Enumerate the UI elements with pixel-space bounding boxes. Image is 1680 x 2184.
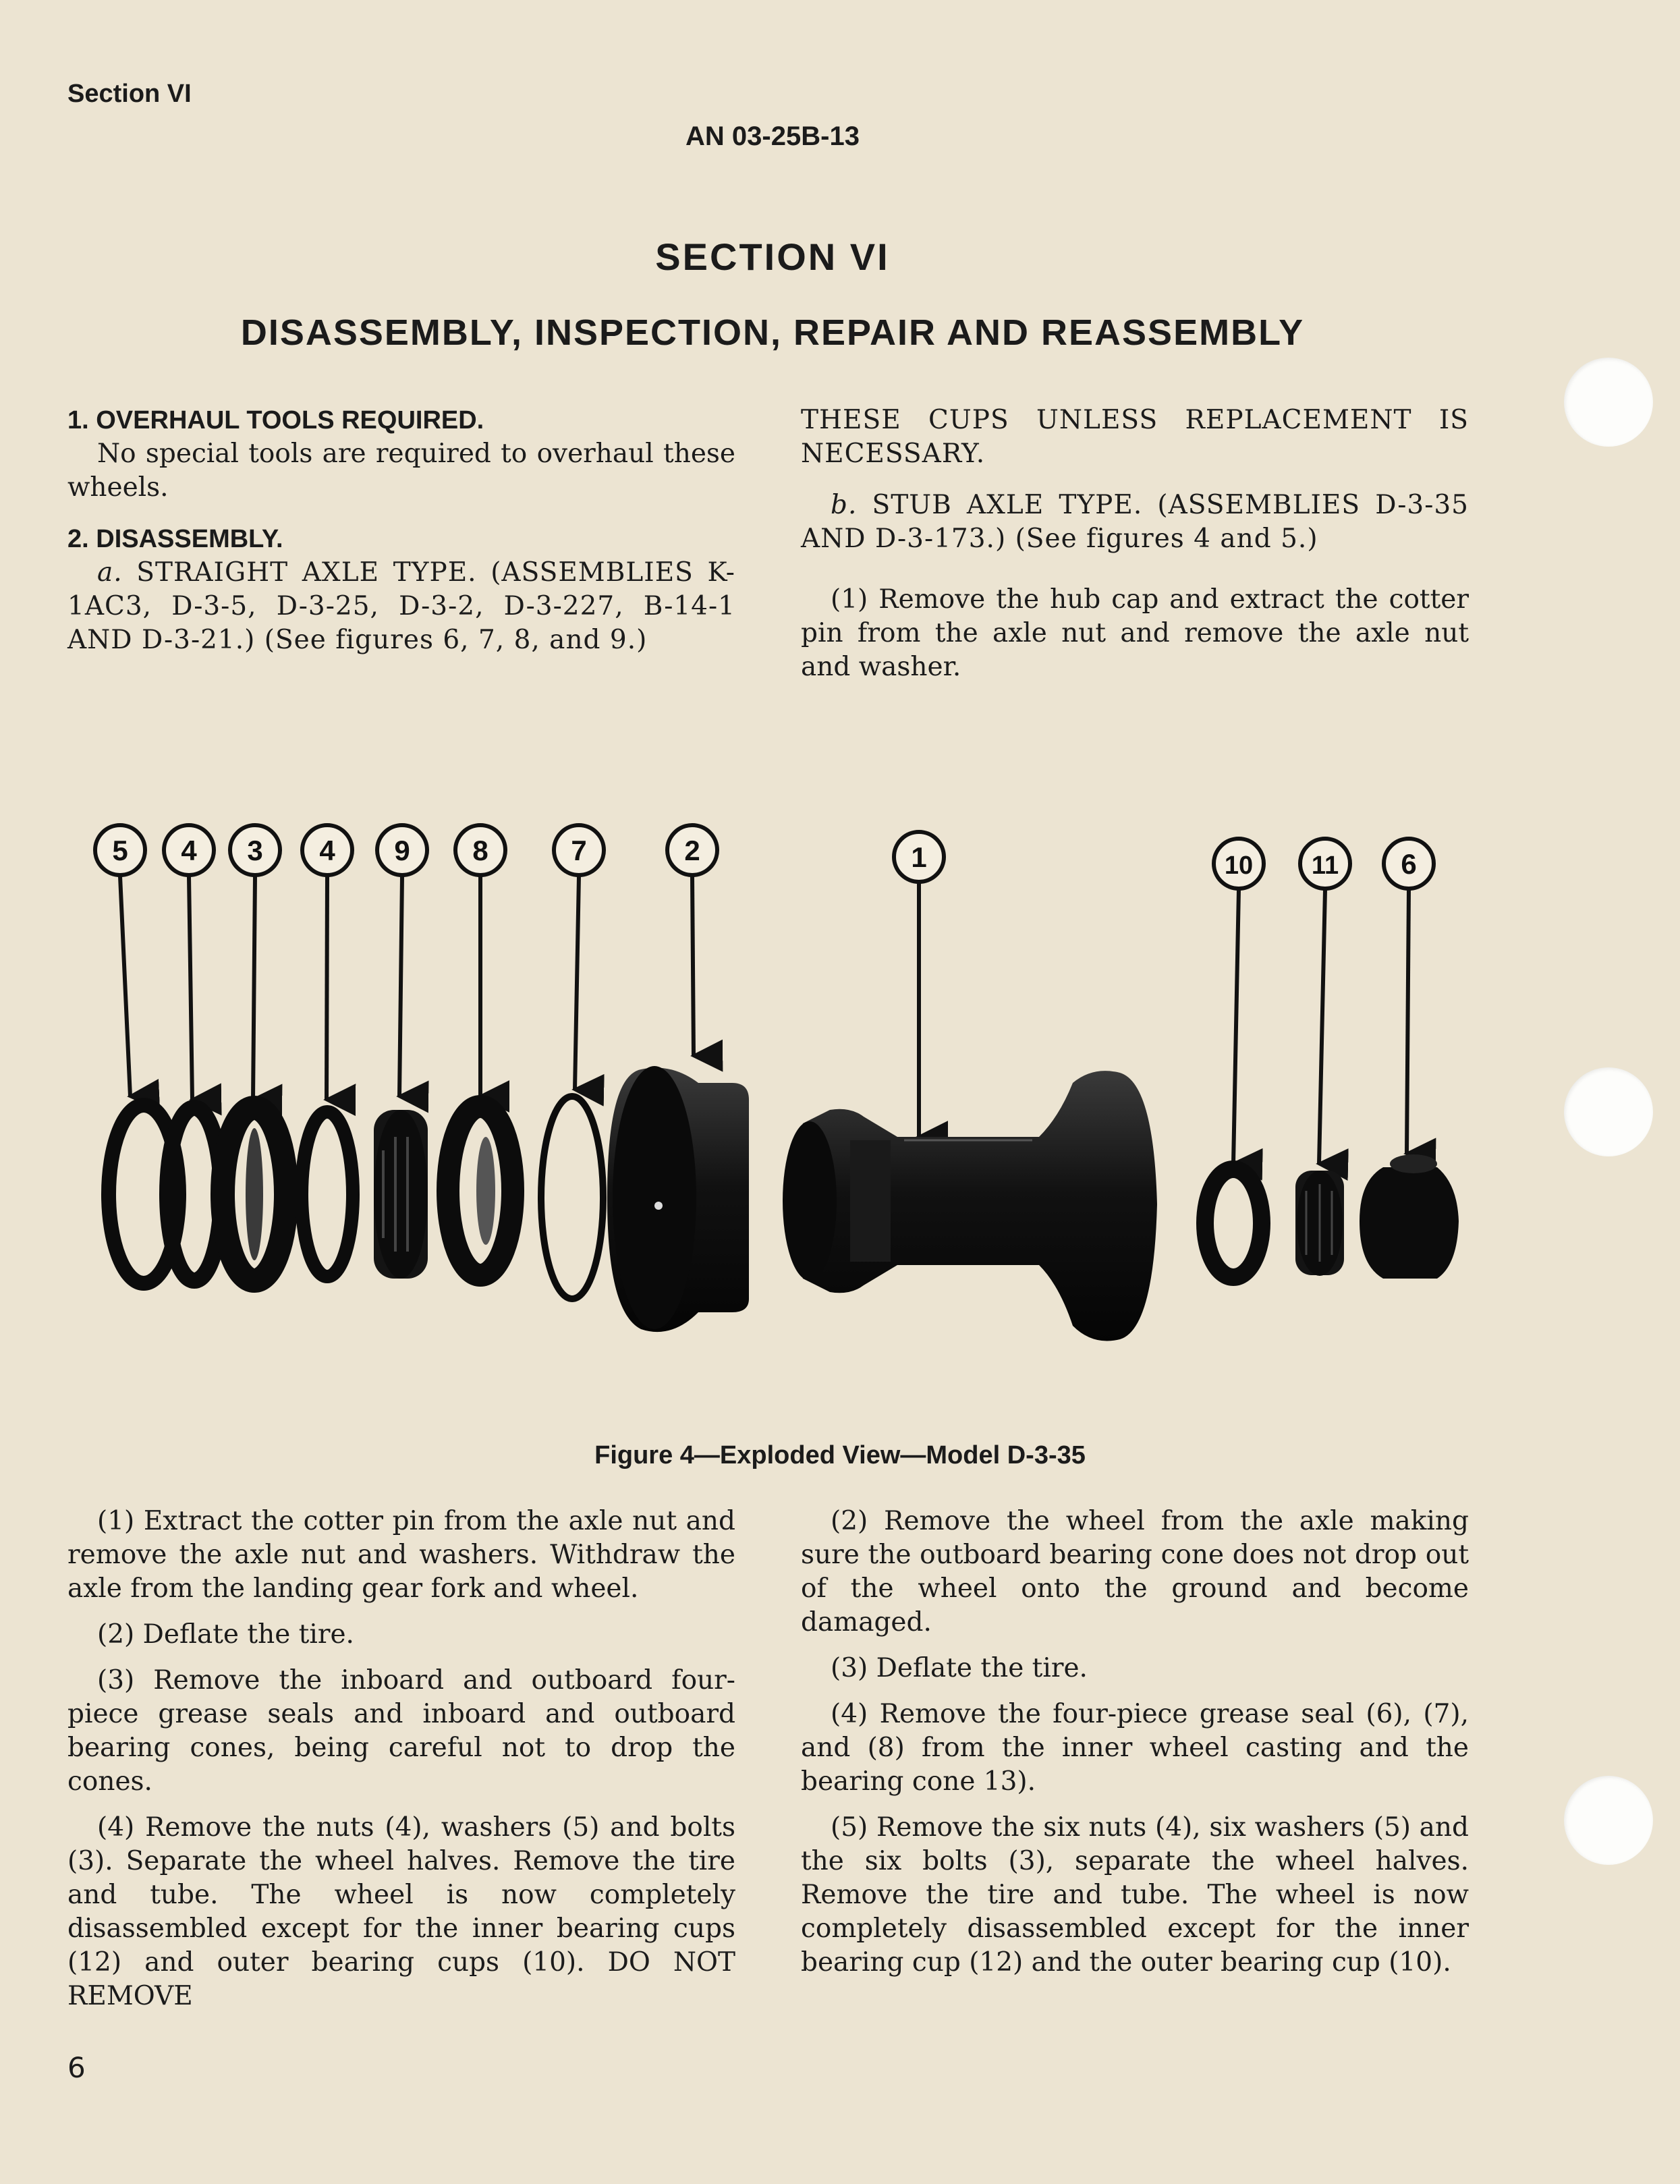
exploded-view-illustration bbox=[67, 800, 1511, 1393]
straight-step-4: (4) Remove the nuts (4), washers (5) and bolts (3). Separate the wheel halves. Remove the tire and tube. The wheel is now completely disassembled except for the inner bearing cups (12) and outer bearing cups (10). DO NOT REMOVE bbox=[67, 1812, 735, 2011]
svg-text:5: 5 bbox=[112, 835, 128, 866]
svg-text:3: 3 bbox=[247, 835, 263, 866]
stub-step-4: (4) Remove the four-piece grease seal (6), (7), and (8) from the inner wheel casting and the bearing cone 13). bbox=[801, 1699, 1469, 1797]
section-subtitle: DISASSEMBLY, INSPECTION, REPAIR AND REASSEMBLY bbox=[240, 312, 1305, 353]
bottom-left-column bbox=[67, 1505, 735, 2013]
callout-10 bbox=[1214, 839, 1264, 1164]
callout-7 bbox=[554, 825, 604, 1090]
svg-text:2: 2 bbox=[684, 835, 700, 866]
part-11-bearing-cone bbox=[1295, 1171, 1344, 1276]
straight-step-3: (3) Remove the inboard and outboard four-piece grease seals and inboard and outboard bearing cones, being careful not to drop the cones. bbox=[67, 1665, 735, 1797]
callout-6 bbox=[1384, 839, 1434, 1154]
part-10-bearing-cup bbox=[1205, 1169, 1262, 1277]
straight-step-2: (2) Deflate the tire. bbox=[97, 1619, 354, 1650]
svg-text:8: 8 bbox=[472, 835, 488, 866]
section-title: SECTION VI bbox=[655, 235, 890, 278]
page-number: 6 bbox=[67, 2051, 86, 2084]
part-7-snap-ring bbox=[541, 1096, 603, 1299]
stub-axle-paragraph bbox=[801, 488, 1469, 556]
part-1-wheel-half-inner bbox=[783, 1071, 1157, 1341]
straight-axle-text: STRAIGHT AXLE TYPE. (ASSEMBLIES K-1AC3, D-3-5, D-3-25, D-3-2, D-3-227, B-14-1 AND D-3-21.) (See figures 6, 7, 8, and 9.) bbox=[67, 557, 735, 655]
binder-hole-middle bbox=[1564, 1067, 1653, 1156]
callout-3 bbox=[230, 825, 280, 1100]
exploded-view-figure bbox=[67, 800, 1511, 1393]
section-label: Section VI bbox=[67, 80, 192, 108]
figure-caption: Figure 4—Exploded View—Model D-3-35 bbox=[594, 1441, 1086, 1469]
svg-text:10: 10 bbox=[1224, 851, 1254, 880]
callout-9 bbox=[377, 825, 427, 1096]
callout-group bbox=[95, 825, 1434, 1164]
part-4-seal-ring-b bbox=[302, 1112, 353, 1277]
callout-5 bbox=[95, 825, 145, 1096]
svg-text:4: 4 bbox=[319, 835, 335, 866]
straight-axle-paragraph bbox=[67, 556, 735, 657]
part-9-bearing-cone bbox=[374, 1110, 428, 1279]
document-number: AN 03-25B-13 bbox=[685, 121, 860, 151]
stub-step-1: (1) Remove the hub cap and extract the cotter pin from the axle nut and remove the axle nut and washer. bbox=[801, 584, 1469, 682]
svg-text:9: 9 bbox=[394, 835, 410, 866]
stub-step-5: (5) Remove the six nuts (4), six washers (5) and the six bolts (3), separate the wheel halves. Remove the tire and tube. The wheel is now completely disassembled except for the inner bearing cup (12) and the outer bearing cup (10). bbox=[801, 1812, 1469, 1978]
disassembly-heading: 2. DISASSEMBLY. bbox=[67, 525, 283, 553]
svg-text:6: 6 bbox=[1401, 848, 1417, 880]
bottom-right-column bbox=[801, 1505, 1469, 1980]
part-8-bearing-cup bbox=[448, 1107, 513, 1275]
callout-11 bbox=[1300, 839, 1350, 1164]
part-2-wheel-half bbox=[607, 1066, 749, 1332]
callout-8 bbox=[455, 825, 505, 1096]
continuation-text: THESE CUPS UNLESS REPLACEMENT IS NECESSARY. bbox=[801, 405, 1469, 469]
part-6-hub-cap bbox=[1360, 1154, 1459, 1279]
callout-4b bbox=[302, 825, 352, 1100]
item-letter-b: b. bbox=[831, 490, 858, 520]
overhaul-tools-text: No special tools are required to overhaul these wheels. bbox=[67, 439, 735, 503]
overhaul-tools-heading: 1. OVERHAUL TOOLS REQUIRED. bbox=[67, 406, 484, 435]
svg-text:7: 7 bbox=[571, 835, 587, 866]
stub-axle-text: STUB AXLE TYPE. (ASSEMBLIES D-3-35 AND D-3-173.) (See figures 4 and 5.) bbox=[801, 490, 1469, 554]
binder-hole-bottom bbox=[1564, 1776, 1653, 1865]
svg-text:1: 1 bbox=[911, 841, 927, 873]
top-left-column bbox=[67, 403, 735, 657]
binder-hole-top bbox=[1564, 358, 1653, 447]
callout-2 bbox=[667, 825, 717, 1056]
straight-step-1: (1) Extract the cotter pin from the axle nut and remove the axle nut and washers. Withdraw the axle from the landing gear fork and wheel. bbox=[67, 1506, 735, 1604]
stub-step-2: (2) Remove the wheel from the axle making sure the outboard bearing cone does not drop out of the wheel onto the ground and become damaged. bbox=[801, 1506, 1469, 1637]
svg-text:4: 4 bbox=[181, 835, 197, 866]
part-3-felt-seal bbox=[223, 1108, 286, 1281]
svg-text:11: 11 bbox=[1311, 851, 1339, 880]
callout-1 bbox=[894, 832, 944, 1137]
stub-step-3: (3) Deflate the tire. bbox=[831, 1653, 1088, 1683]
callout-4a bbox=[164, 825, 214, 1100]
item-letter-a: a. bbox=[97, 557, 123, 588]
top-right-column bbox=[801, 403, 1469, 684]
